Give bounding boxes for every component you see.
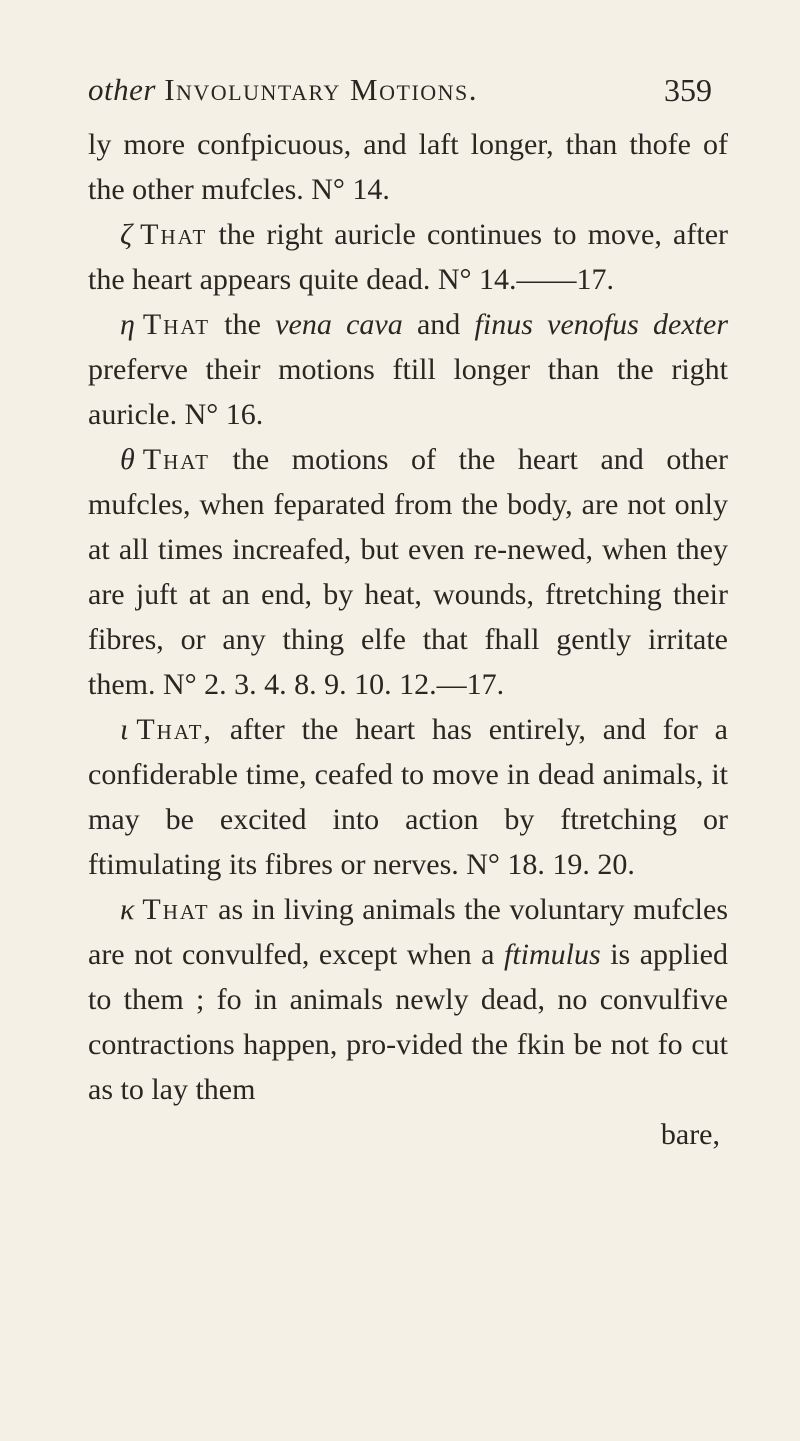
running-head-lead: other — [88, 72, 156, 107]
paragraph-lead-word: That — [142, 443, 210, 476]
paragraph-iota — [88, 707, 728, 887]
paragraph-lead-word: That, — [136, 713, 213, 746]
paragraph-mark: η — [120, 308, 135, 341]
paragraph-text: and — [416, 308, 461, 341]
paragraph-text: after the heart has entirely, and for a confiderable time, ceafed to move in dead animals, it may be excited into action by ftretching or ftimulating its fibres or nerves. N° 18. 19. 20. — [88, 713, 728, 881]
body-text — [88, 122, 728, 1157]
catchword-line — [88, 1112, 728, 1157]
paragraph-text: as in living animals the voluntary mufcles are not convulfed, except when a — [88, 893, 729, 971]
catchword: bare, — [660, 1118, 720, 1151]
paragraph-continuation: ly more confpicuous, and laft longer, than thofe of the other mufcles. N° 14. — [88, 128, 728, 206]
latin-term: vena cava — [275, 308, 403, 341]
paragraph-mark: ζ — [120, 218, 133, 251]
paragraph-lead-word: That — [142, 893, 210, 926]
latin-term: finus venofus dexter — [474, 308, 728, 341]
paragraph-text: is applied to them ; fo in animals newly dead, no convulfive contractions happen, pro-vided the fkin be not fo cut as to lay them — [88, 938, 728, 1106]
paragraph-zeta — [88, 212, 728, 302]
paragraph-text: the right auricle continues to move, after the heart appears quite dead. N° 14.——17. — [88, 218, 729, 296]
paragraph-text: the motions of the heart and other mufcles, when feparated from the body, are not only at all times increafed, but even re-newed, when they are juft at an end, by heat, wounds, ftretching their fibres, or any thing elfe that fhall gently irritate them. N° 2. 3. 4. 8. 9. 10. 12.—17. — [88, 443, 729, 701]
running-head-title: Involuntary Motions. — [164, 72, 479, 107]
paragraph-text: preferve their motions ftill longer than the right auricle. N° 16. — [88, 353, 728, 431]
page-number: 359 — [664, 72, 712, 108]
paragraph-mark: θ — [120, 443, 135, 476]
paragraph-eta — [88, 302, 728, 437]
latin-term: ftimulus — [504, 938, 601, 971]
running-head — [88, 72, 716, 122]
paragraph-kappa — [88, 887, 728, 1112]
paragraph-mark: ι — [120, 713, 129, 746]
paragraph-theta — [88, 437, 728, 707]
paragraph-lead-word: That — [140, 218, 208, 251]
paragraph-mark: κ — [120, 893, 135, 926]
paragraph-lead-word: That — [142, 308, 211, 341]
paragraph-text: the — [224, 308, 261, 341]
